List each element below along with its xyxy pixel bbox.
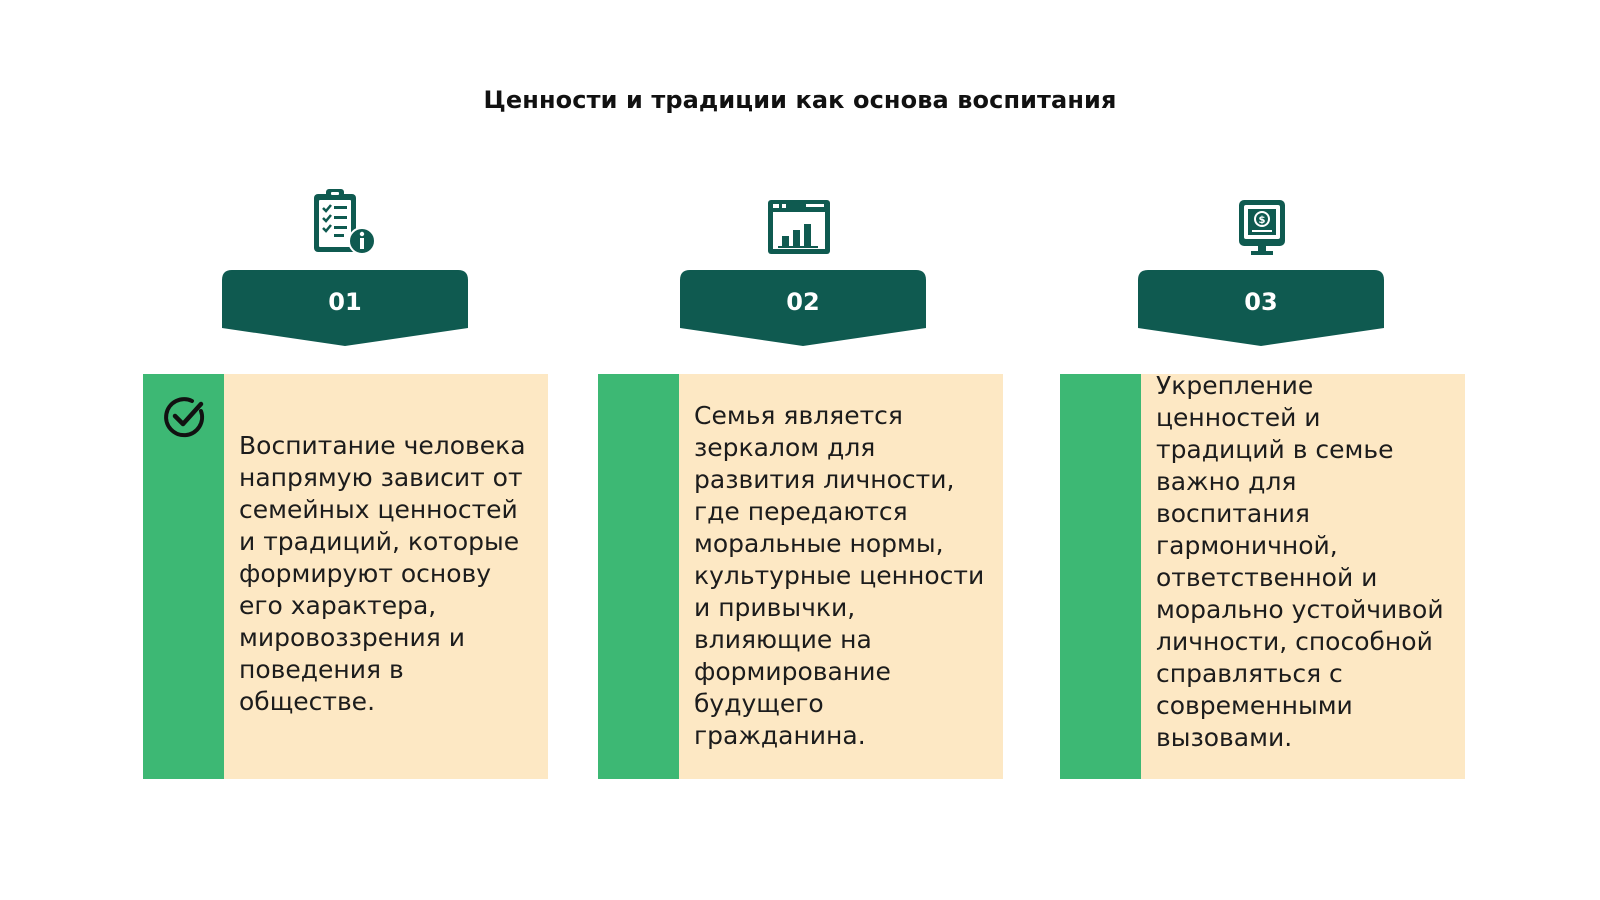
step-badge-01 bbox=[222, 270, 468, 350]
clipboard-checklist-info-icon bbox=[310, 188, 380, 258]
check-circle-icon bbox=[161, 394, 207, 440]
step-number: 03 bbox=[1244, 288, 1278, 316]
step-text: Семья является зеркалом для развития личности, где передаются моральные нормы, культурные ценности и привычки, влияющие на формирование будущего гражданина. bbox=[694, 401, 985, 750]
bar-chart-window-icon bbox=[766, 198, 836, 268]
page-title: Ценности и традиции как основа воспитания bbox=[483, 86, 1117, 114]
step-number: 01 bbox=[328, 288, 362, 316]
dollar-monitor-icon bbox=[1236, 198, 1306, 268]
step-number: 02 bbox=[786, 288, 820, 316]
step-text: Воспитание человека напрямую зависит от семейных ценностей и традиций, которые формируют основу его характера, мировоззрения и поведения в обществе. bbox=[239, 431, 526, 716]
card-accent-bar bbox=[1060, 374, 1141, 779]
step-badge-03 bbox=[1138, 270, 1384, 350]
svg-text:$: $ bbox=[1258, 215, 1266, 226]
step-text: Укрепление ценностей и традиций в семье важно для воспитания гармоничной, ответственной и морально устойчивой личности, способной справляться с современными вызовами. bbox=[1156, 371, 1444, 752]
step-card-02 bbox=[598, 374, 1003, 779]
step-card-01 bbox=[143, 374, 548, 779]
step-card-03 bbox=[1060, 371, 1465, 779]
card-accent-bar bbox=[598, 374, 679, 779]
step-badge-02 bbox=[680, 270, 926, 350]
